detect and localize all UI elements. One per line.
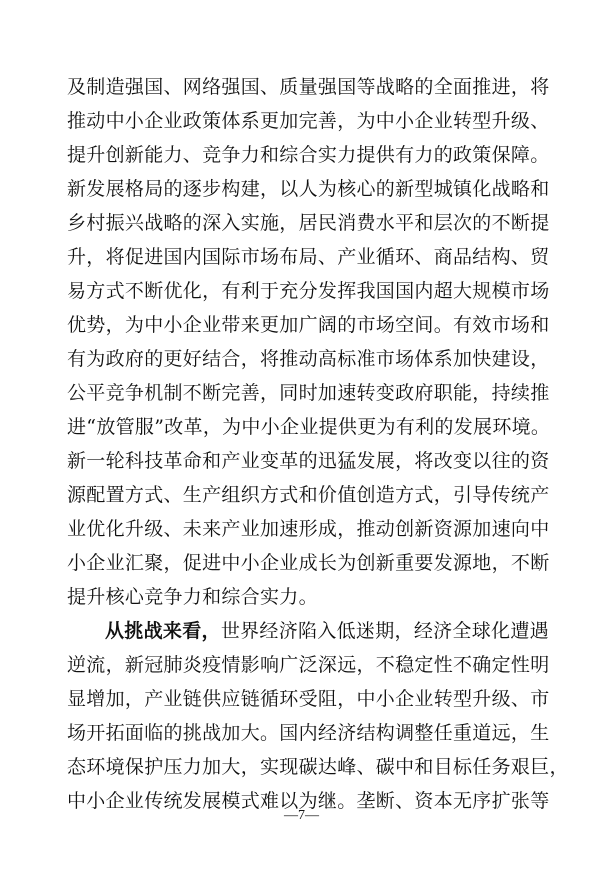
paragraph-1-line: 业优化升级、未来产业加速形成，推动创新资源加速向中 <box>67 518 550 540</box>
paragraph-2-line: 场开拓面临的挑战加大。国内经济结构调整任重道远，生 <box>67 722 550 744</box>
paragraph-2-lead: 从挑战来看， <box>105 620 221 642</box>
paragraph-1-line: 源配置方式、生产组织方式和价值创造方式，引导传统产 <box>67 484 550 506</box>
paragraph-1-line: 及制造强国、网络强国、质量强国等战略的全面推进，将 <box>67 76 550 98</box>
paragraph-2-line: 显增加，产业链供应链循环受阻，中小企业转型升级、市 <box>67 688 550 710</box>
paragraph-2-line: 态环境保护压力加大，实现碳达峰、碳中和目标任务艰巨， <box>67 756 569 778</box>
paragraph-2-line: 中小企业传统发展模式难以为继。垄断、资本无序扩张等 <box>67 790 550 812</box>
paragraph-1-line: 新一轮科技革命和产业变革的迅猛发展，将改变以往的资 <box>67 450 550 472</box>
paragraph-1-line: 提升创新能力、竞争力和综合实力提供有力的政策保障。 <box>67 144 550 166</box>
paragraph-1-line: 推动中小企业政策体系更加完善，为中小企业转型升级、 <box>67 110 550 132</box>
paragraph-1-line: 易方式不断优化，有利于充分发挥我国国内超大规模市场 <box>67 280 550 302</box>
paragraph-2-first-line-rest: 世界经济陷入低迷期，经济全球化遭遇 <box>220 620 549 642</box>
paragraph-1-line: 新发展格局的逐步构建，以人为核心的新型城镇化战略和 <box>67 178 550 200</box>
paragraph-1-line: 乡村振兴战略的深入实施，居民消费水平和层次的不断提 <box>67 212 550 234</box>
paragraph-1-line: 提升核心竞争力和综合实力。 <box>67 586 318 608</box>
paragraph-2-first-line <box>105 620 549 642</box>
paragraph-1-line: 升，将促进国内国际市场布局、产业循环、商品结构、贸 <box>67 246 550 268</box>
paragraph-1-line: 有为政府的更好结合，将推动高标准市场体系加快建设， <box>67 348 550 370</box>
page-number: —7— <box>284 808 319 823</box>
paragraph-1-line: 小企业汇聚，促进中小企业成长为创新重要发源地，不断 <box>67 552 550 574</box>
paragraph-1-line: 公平竞争机制不断完善，同时加速转变政府职能，持续推 <box>67 382 550 404</box>
paragraph-1-line: 进“放管服”改革，为中小企业提供更为有利的发展环境。 <box>67 416 551 438</box>
paragraph-2-line: 逆流，新冠肺炎疫情影响广泛深远，不稳定性不确定性明 <box>67 654 550 676</box>
paragraph-1-line: 优势，为中小企业带来更加广阔的市场空间。有效市场和 <box>67 314 550 336</box>
